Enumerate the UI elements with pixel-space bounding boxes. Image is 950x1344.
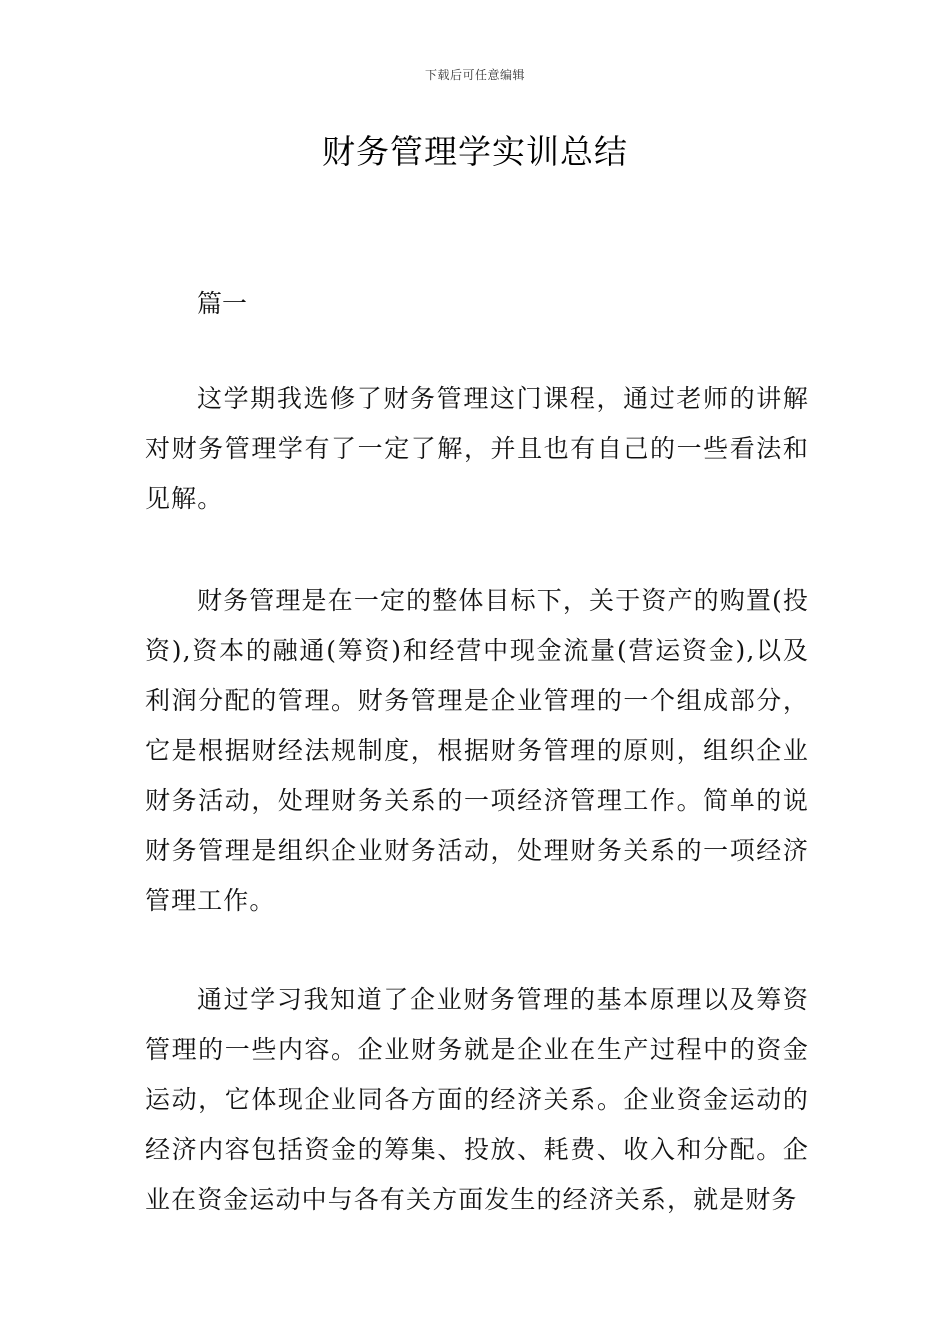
page-title: 财务管理学实训总结 bbox=[322, 132, 628, 171]
paragraph-3: 通过学习我知道了企业财务管理的基本原理以及筹资管理的一些内容。企业财务就是企业在生产过程中的资金运动，它体现企业同各方面的经济关系。企业资金运动的经济内容包括资金的筹集、投放、耗费、收入和分配。企业在资金运动中与各有关方面发生的经济关系，就是财务 bbox=[145, 985, 809, 1214]
paragraph-2: 财务管理是在一定的整体目标下，关于资产的购置(投资),资本的融通(筹资)和经营中现金流量(营运资金),以及利润分配的管理。财务管理是企业管理的一个组成部分，它是根据财经法规制度，根据财务管理的原则，组织企业财务活动，处理财务关系的一项经济管理工作。简单的说财务管理是组织企业财务活动，处理财务关系的一项经济管理工作。 bbox=[145, 586, 809, 915]
section-label: 篇一 bbox=[197, 289, 248, 318]
paragraph-1: 这学期我选修了财务管理这门课程，通过老师的讲解对财务管理学有了一定了解，并且也有自己的一些看法和见解。 bbox=[145, 384, 809, 513]
header-note: 下载后可任意编辑 bbox=[424, 68, 525, 82]
